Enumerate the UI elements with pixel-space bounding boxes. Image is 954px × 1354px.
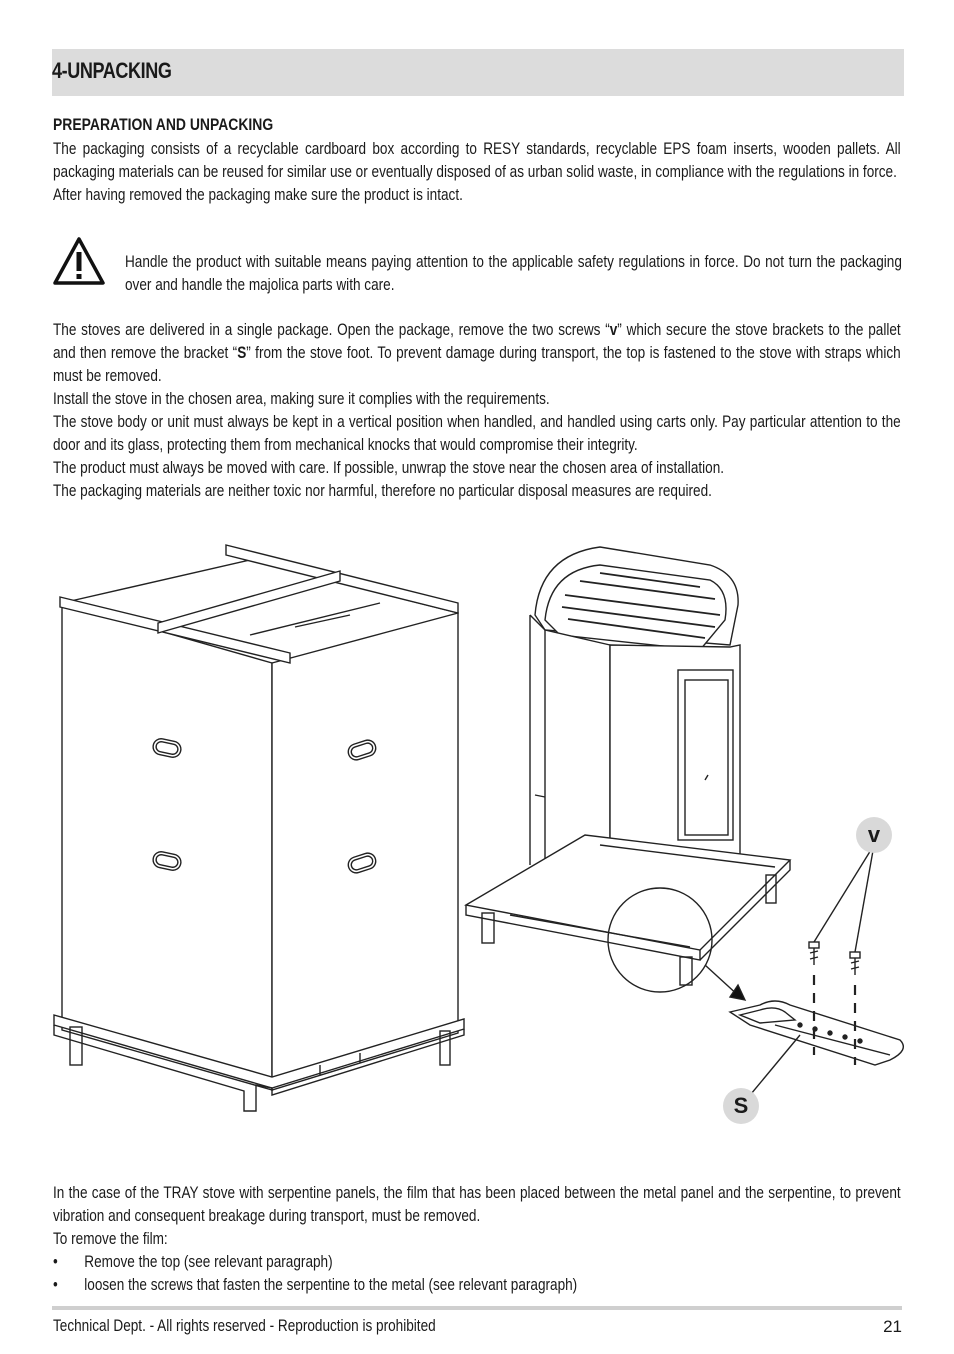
bullet-text: Remove the top (see relevant paragraph) (84, 1253, 333, 1271)
instr-screw-label: v (609, 321, 618, 339)
instructions-paragraph-4: The product must always be moved with care. If possible, unwrap the stove near the chosen area of installation. (53, 459, 725, 477)
subheading: PREPARATION AND UNPACKING (53, 115, 274, 134)
bullet-text: loosen the screws that fasten the serpentine to the metal (see relevant paragraph) (84, 1276, 578, 1294)
tray-paragraph-1: In the case of the TRAY stove with serpentine panels, the film that has been placed between the metal panel and the serpentine, to prevent vibration and consequent breakage during transport, must be removed. (53, 1184, 901, 1225)
list-item (53, 1251, 901, 1274)
instr-bracket-label: S (237, 344, 247, 362)
instructions-text (53, 319, 901, 503)
footer-text: Technical Dept. - All rights reserved - Reproduction is prohibited (53, 1317, 436, 1335)
intro-paragraph-2: After having removed the packaging make sure the product is intact. (53, 186, 463, 204)
tray-text (53, 1182, 901, 1251)
page-number: 21 (883, 1317, 902, 1336)
bullet-icon: • (53, 1253, 58, 1271)
section-header-bar (52, 49, 904, 96)
instructions-paragraph-1 (53, 319, 901, 388)
bracket-label-s: S (723, 1088, 759, 1124)
section-title: 4-UNPACKING (52, 58, 172, 83)
instr-p1-a: The stoves are delivered in a single package. Open the package, remove the two screws “ (53, 321, 610, 339)
instr-p1-b: ” which secure the stove brackets to the pallet and then remove the bracket “ (53, 321, 901, 362)
tray-bullet-list (53, 1251, 901, 1297)
warning-text: Handle the product with suitable means paying attention to the applicable safety regulations in force. Do not turn the packaging over and handle the majolica parts with care. (125, 253, 902, 294)
stove-drawing (466, 547, 790, 1000)
unpacking-figure (40, 535, 920, 1135)
bullet-icon: • (53, 1276, 58, 1294)
footer-divider (52, 1306, 902, 1310)
unpacking-illustration (40, 535, 920, 1135)
instructions-paragraph-3: The stove body or unit must always be kept in a vertical position when handled, and handled using carts only. Pay particular attention to the door and its glass, protecting them from mechanical knocks that would compromise their integrity. (53, 413, 901, 454)
instructions-paragraph-5: The packaging materials are neither toxic nor harmful, therefore no particular disposal measures are required. (53, 482, 712, 500)
list-item (53, 1274, 901, 1297)
intro-text (53, 138, 901, 207)
warning-triangle-icon (52, 236, 106, 286)
intro-paragraph-1: The packaging consists of a recyclable cardboard box according to RESY standards, recyclable EPS foam inserts, wooden pallets. All packaging materials can be reused for similar use or eventually disposed of as urban solid waste, in compliance with the regulations in force. (53, 140, 901, 181)
instructions-paragraph-2: Install the stove in the chosen area, making sure it complies with the requirements. (53, 390, 550, 408)
screw-label-v: v (856, 817, 892, 853)
tray-paragraph-2: To remove the film: (53, 1230, 168, 1248)
instr-p1-c: ” from the stove foot. To prevent damage during transport, the top is fastened to the stove with straps which must be removed. (53, 344, 901, 385)
packaged-box-drawing (54, 545, 464, 1111)
